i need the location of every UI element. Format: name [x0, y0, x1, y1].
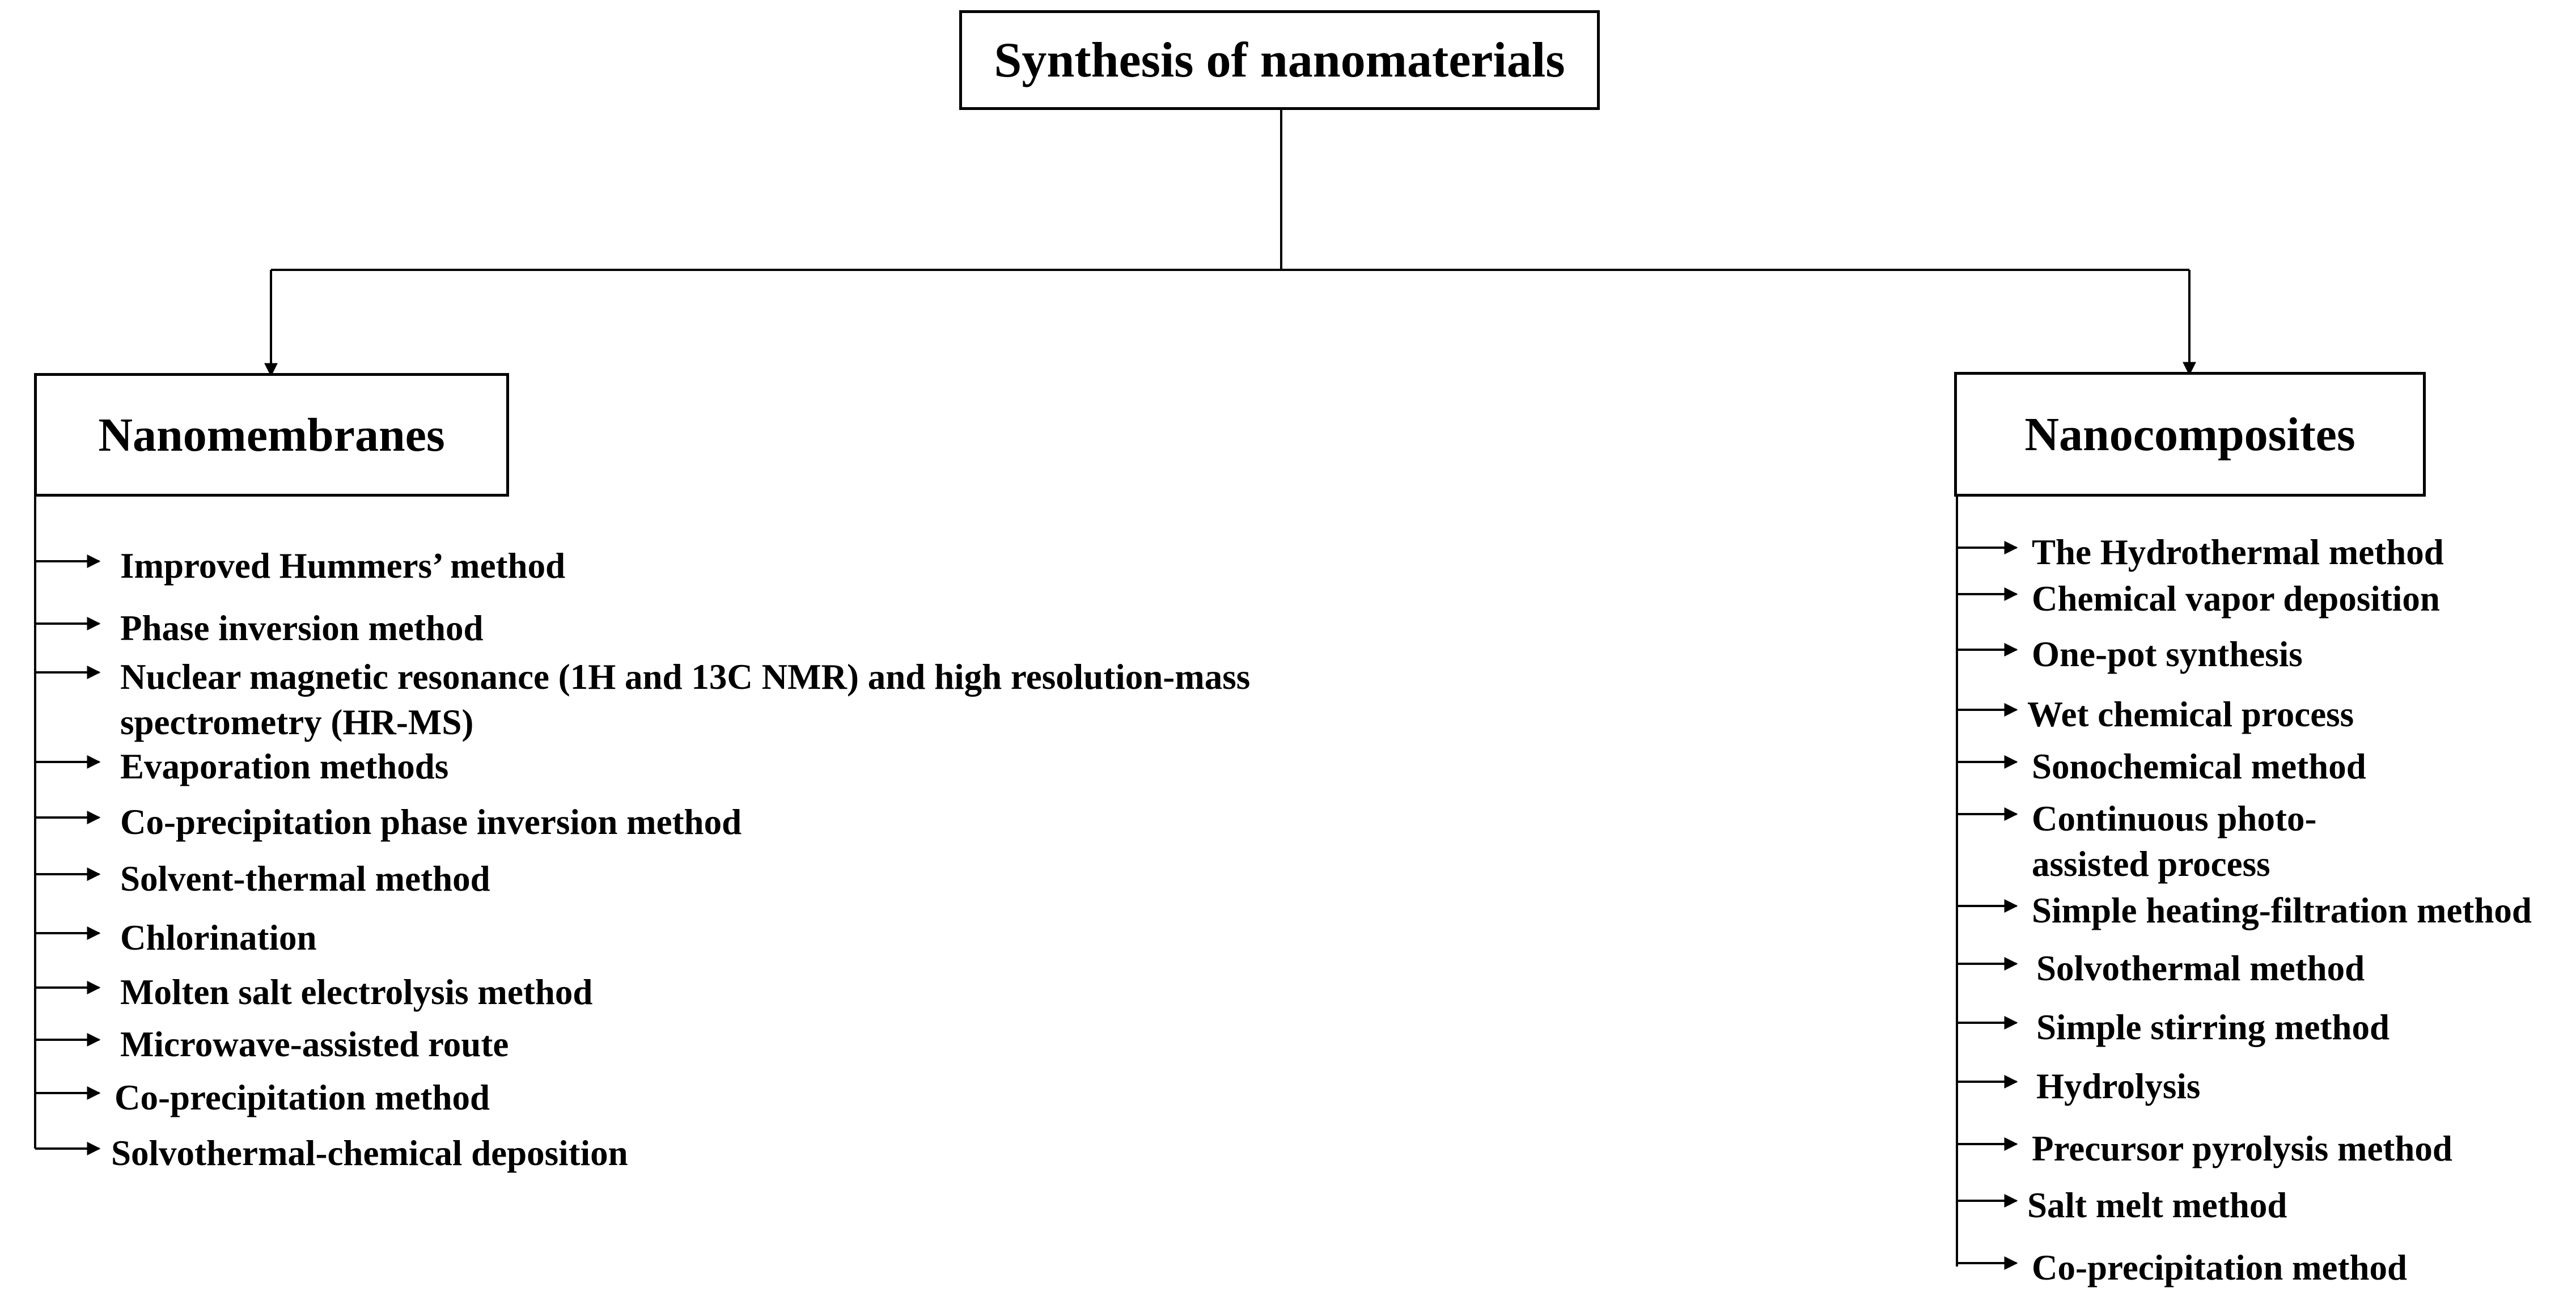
nanomembranes-item: Solvothermal-chemical deposition — [111, 1133, 628, 1173]
nanomembranes-item: Chlorination — [120, 918, 317, 958]
root-node — [959, 10, 1600, 110]
nanocomposites-node-label: Nanocomposites — [2024, 408, 2355, 461]
nanocomposites-item: Sonochemical method — [2032, 747, 2366, 786]
nanomembranes-item: Nuclear magnetic resonance (1H and 13C NMR) and high resolution-mass spectrometry (HR-MS) — [120, 657, 1251, 742]
nanocomposites-item: Simple stirring method — [2036, 1007, 2389, 1047]
nanocomposites-node — [1954, 372, 2426, 497]
nanomembranes-node — [34, 373, 509, 497]
nanomembranes-item: Improved Hummers’ method — [120, 546, 566, 586]
nanomembranes-item: Co-precipitation phase inversion method — [120, 802, 742, 842]
nanomembranes-item: Phase inversion method — [120, 608, 484, 648]
nanomembranes-item: Molten salt electrolysis method — [120, 972, 593, 1012]
nanomembranes-item: Microwave-assisted route — [120, 1024, 509, 1064]
nanocomposites-item: One-pot synthesis — [2032, 634, 2303, 674]
nanocomposites-item: The Hydrothermal method — [2032, 532, 2444, 572]
nanomembranes-item: Co-precipitation method — [115, 1078, 490, 1117]
nanocomposites-item: Co-precipitation method — [2032, 1248, 2408, 1287]
nanocomposites-item: Simple heating-filtration method — [2032, 891, 2532, 930]
root-node-label: Synthesis of nanomaterials — [994, 32, 1565, 88]
nanocomposites-item: Salt melt method — [2027, 1185, 2287, 1225]
nanomembranes-node-label: Nanomembranes — [98, 408, 445, 461]
nanocomposites-item: Continuous photo-assisted process — [2032, 799, 2317, 884]
nanocomposites-item: Wet chemical process — [2027, 694, 2354, 734]
nanomembranes-item: Evaporation methods — [120, 747, 449, 786]
nanocomposites-item: Solvothermal method — [2036, 948, 2365, 988]
nanocomposites-item: Hydrolysis — [2036, 1066, 2201, 1106]
nanomembranes-item: Solvent-thermal method — [120, 859, 490, 899]
nanocomposites-item: Precursor pyrolysis method — [2032, 1129, 2452, 1168]
nanocomposites-item: Chemical vapor deposition — [2032, 579, 2440, 619]
